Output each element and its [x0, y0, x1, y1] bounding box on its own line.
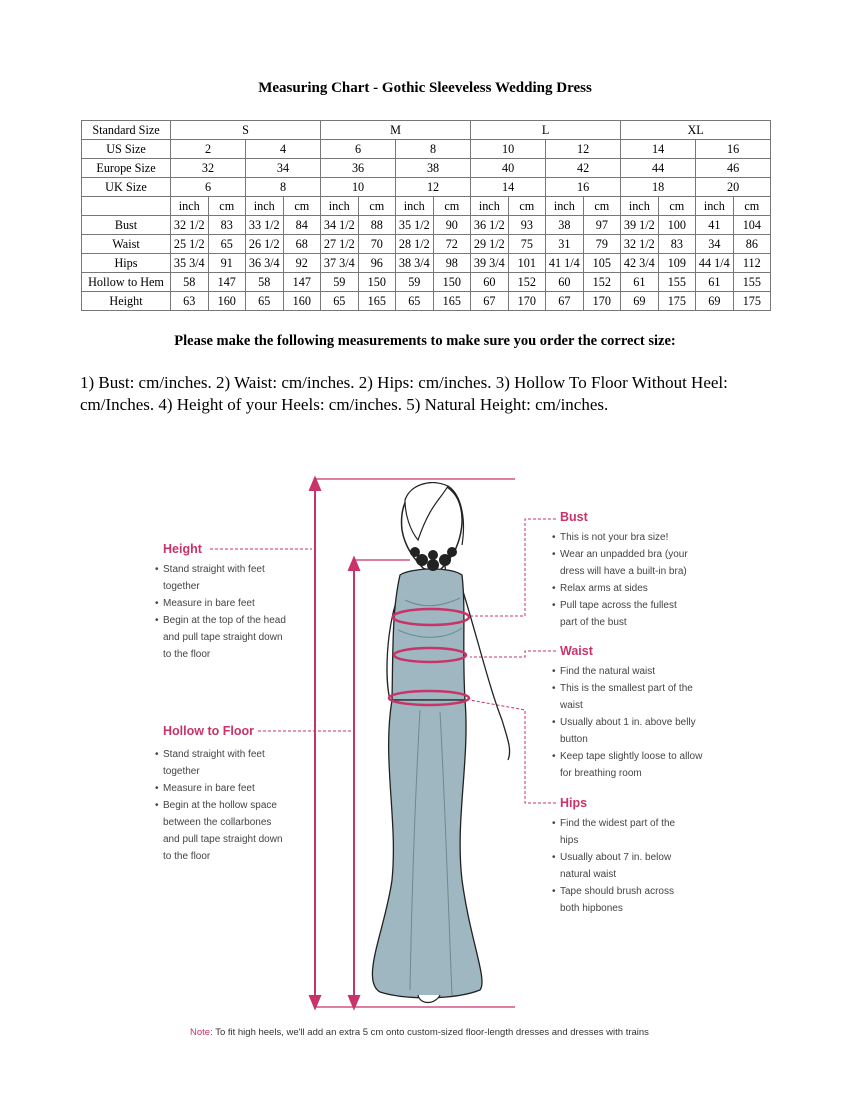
table-cell: 16 [546, 178, 621, 197]
table-cell: 44 1/4 [696, 254, 734, 273]
table-cell: 40 [471, 159, 546, 178]
table-cell: 98 [433, 254, 471, 273]
bullet-item: dress will have a built-in bra) [560, 566, 687, 577]
table-cell: 28 1/2 [396, 235, 434, 254]
table-cell: 33 1/2 [246, 216, 284, 235]
table-cell: 41 [696, 216, 734, 235]
table-cell: 175 [733, 292, 771, 311]
bullet-item: • This is the smallest part of the [552, 680, 702, 697]
table-cell: 59 [321, 273, 359, 292]
table-cell: 32 [171, 159, 246, 178]
table-cell: 65 [396, 292, 434, 311]
table-cell: 170 [508, 292, 546, 311]
table-cell: 160 [208, 292, 246, 311]
table-cell: 32 1/2 [621, 235, 659, 254]
table-cell: 65 [321, 292, 359, 311]
bullet-item: • This is not your bra size! [552, 529, 688, 546]
table-cell: 42 3/4 [621, 254, 659, 273]
table-cell: 69 [621, 292, 659, 311]
unit-inch: inch [321, 197, 359, 216]
table-cell: 32 1/2 [171, 216, 209, 235]
table-cell: 25 1/2 [171, 235, 209, 254]
hollow-guide-bullets [155, 746, 283, 865]
table-cell: 37 3/4 [321, 254, 359, 273]
bust-guide-title: Bust [560, 510, 588, 524]
table-cell: 38 [546, 216, 584, 235]
table-cell: 39 3/4 [471, 254, 509, 273]
table-cell: 65 [246, 292, 284, 311]
size-header: L [471, 121, 621, 140]
bullet-item: • Find the widest part of the [552, 815, 675, 832]
table-cell: 112 [733, 254, 771, 273]
table-cell: 65 [208, 235, 246, 254]
bullet-item: natural waist [560, 869, 617, 880]
table-cell: 34 1/2 [321, 216, 359, 235]
unit-inch: inch [546, 197, 584, 216]
table-cell: 36 1/2 [471, 216, 509, 235]
hips-guide-title: Hips [560, 796, 588, 810]
table-cell: 96 [358, 254, 396, 273]
standard-size-label: Standard Size [82, 121, 171, 140]
bullet-item: for breathing room [560, 768, 642, 779]
table-cell: 69 [696, 292, 734, 311]
table-cell: 147 [283, 273, 321, 292]
bullet-item: to the floor [163, 649, 211, 660]
table-cell: 10 [321, 178, 396, 197]
unit-cm: cm [433, 197, 471, 216]
table-cell: 38 3/4 [396, 254, 434, 273]
table-cell: 86 [733, 235, 771, 254]
size-header: M [321, 121, 471, 140]
unit-cm: cm [733, 197, 771, 216]
bullet-item: • Begin at the top of the head [155, 612, 286, 629]
row-label: Europe Size [82, 159, 171, 178]
table-cell: 18 [621, 178, 696, 197]
table-cell: 91 [208, 254, 246, 273]
table-cell: 67 [546, 292, 584, 311]
table-cell: 160 [283, 292, 321, 311]
note-label: Note: [190, 1027, 213, 1038]
table-cell: 38 [396, 159, 471, 178]
unit-cm: cm [283, 197, 321, 216]
bullet-item: • Stand straight with feet [155, 746, 283, 763]
table-cell: 61 [621, 273, 659, 292]
table-cell: 61 [696, 273, 734, 292]
table-cell: 150 [433, 273, 471, 292]
row-label: Height [82, 292, 171, 311]
table-cell: 67 [471, 292, 509, 311]
table-cell: 83 [658, 235, 696, 254]
table-cell: 34 [696, 235, 734, 254]
table-cell: 46 [696, 159, 771, 178]
note-text: To fit high heels, we'll add an extra 5 cm onto custom-sized floor-length dresses and dresses with trains [215, 1027, 649, 1038]
table-cell: 165 [358, 292, 396, 311]
table-cell: 16 [696, 140, 771, 159]
height-guide-bullets [155, 561, 286, 663]
bullet-item: both hipbones [560, 903, 623, 914]
table-cell: 39 1/2 [621, 216, 659, 235]
waist-guide-bullets [552, 663, 702, 782]
table-cell: 97 [583, 216, 621, 235]
bullet-item: between the collarbones [163, 817, 272, 828]
table-cell: 60 [471, 273, 509, 292]
table-cell: 60 [546, 273, 584, 292]
table-cell: 6 [171, 178, 246, 197]
table-cell: 75 [508, 235, 546, 254]
dress-figure [372, 483, 509, 1003]
bullet-item: • Usually about 7 in. below [552, 849, 675, 866]
table-cell: 104 [733, 216, 771, 235]
table-cell: 155 [658, 273, 696, 292]
table-cell: 92 [283, 254, 321, 273]
table-cell: 155 [733, 273, 771, 292]
unit-inch: inch [696, 197, 734, 216]
table-cell: 36 [321, 159, 396, 178]
row-label: Waist [82, 235, 171, 254]
unit-cm: cm [358, 197, 396, 216]
size-header: S [171, 121, 321, 140]
table-cell: 152 [508, 273, 546, 292]
bullet-item: • Pull tape across the fullest [552, 597, 688, 614]
bullet-item: • Relax arms at sides [552, 580, 688, 597]
unit-inch: inch [171, 197, 209, 216]
table-cell: 170 [583, 292, 621, 311]
table-cell: 70 [358, 235, 396, 254]
table-cell: 63 [171, 292, 209, 311]
hips-guide-bullets [552, 815, 675, 917]
table-cell: 175 [658, 292, 696, 311]
table-cell: 42 [546, 159, 621, 178]
table-cell: 8 [396, 140, 471, 159]
table-cell: 6 [321, 140, 396, 159]
bullet-item: • Stand straight with feet [155, 561, 286, 578]
bullet-item: to the floor [163, 851, 211, 862]
hollow-guide-title: Hollow to Floor [163, 724, 254, 738]
table-cell: 84 [283, 216, 321, 235]
bullet-item: button [560, 734, 588, 745]
row-label: Hollow to Hem [82, 273, 171, 292]
row-label: US Size [82, 140, 171, 159]
table-cell: 4 [246, 140, 321, 159]
table-cell: 58 [171, 273, 209, 292]
height-guide-title: Height [163, 542, 202, 556]
table-cell: 29 1/2 [471, 235, 509, 254]
table-cell: 72 [433, 235, 471, 254]
bullet-item: part of the bust [560, 617, 627, 628]
table-cell: 36 3/4 [246, 254, 284, 273]
bullet-item: • Tape should brush across [552, 883, 675, 900]
unit-cm: cm [208, 197, 246, 216]
table-cell: 10 [471, 140, 546, 159]
table-cell: 101 [508, 254, 546, 273]
bullet-item: and pull tape straight down [163, 632, 283, 643]
row-label: UK Size [82, 178, 171, 197]
bust-guide-bullets [552, 529, 688, 631]
waist-guide-title: Waist [560, 644, 593, 658]
bullet-item: waist [560, 700, 583, 711]
unit-inch: inch [471, 197, 509, 216]
table-cell: 83 [208, 216, 246, 235]
table-cell: 26 1/2 [246, 235, 284, 254]
table-cell: 100 [658, 216, 696, 235]
bullet-item: • Find the natural waist [552, 663, 702, 680]
row-label: Hips [82, 254, 171, 273]
table-cell: 2 [171, 140, 246, 159]
table-cell: 90 [433, 216, 471, 235]
unit-cm: cm [508, 197, 546, 216]
table-cell: 14 [471, 178, 546, 197]
bullet-item: and pull tape straight down [163, 834, 283, 845]
size-header: XL [621, 121, 771, 140]
table-cell: 79 [583, 235, 621, 254]
table-cell: 34 [246, 159, 321, 178]
table-cell: 27 1/2 [321, 235, 359, 254]
table-cell: 35 1/2 [396, 216, 434, 235]
table-cell: 68 [283, 235, 321, 254]
bullet-item: together [163, 766, 200, 777]
table-cell: 14 [621, 140, 696, 159]
instruction-text: Please make the following measurements to make sure you order the correct size: [174, 333, 676, 349]
table-cell: 41 1/4 [546, 254, 584, 273]
table-cell: 93 [508, 216, 546, 235]
bullet-item: • Wear an unpadded bra (your [552, 546, 688, 563]
table-cell: 31 [546, 235, 584, 254]
table-cell: 59 [396, 273, 434, 292]
page-title: Measuring Chart - Gothic Sleeveless Wedding Dress [258, 80, 592, 96]
table-cell: 58 [246, 273, 284, 292]
table-cell: 44 [621, 159, 696, 178]
bullet-item: • Measure in bare feet [155, 595, 286, 612]
unit-inch: inch [621, 197, 659, 216]
unit-inch: inch [246, 197, 284, 216]
unit-cm: cm [658, 197, 696, 216]
bullet-item: • Keep tape slightly loose to allow [552, 748, 702, 765]
table-cell: 165 [433, 292, 471, 311]
table-cell: 8 [246, 178, 321, 197]
bullet-item: • Measure in bare feet [155, 780, 283, 797]
unit-cm: cm [583, 197, 621, 216]
table-cell: 109 [658, 254, 696, 273]
bullet-item: • Begin at the hollow space [155, 797, 283, 814]
bullet-item: together [163, 581, 200, 592]
table-cell: 147 [208, 273, 246, 292]
table-cell: 150 [358, 273, 396, 292]
table-cell: 105 [583, 254, 621, 273]
row-label: Bust [82, 216, 171, 235]
table-cell: 35 3/4 [171, 254, 209, 273]
bullet-item: • Usually about 1 in. above belly [552, 714, 702, 731]
table-cell: 12 [396, 178, 471, 197]
unit-inch: inch [396, 197, 434, 216]
measurement-list: 1) Bust: cm/inches. 2) Waist: cm/inches. 2) Hips: cm/inches. 3) Hollow To Floor Without Heel: cm/Inches. 4) Height of your Heels: cm/inches. 5) Natural Height: cm/inches. [80, 373, 728, 414]
table-cell: 152 [583, 273, 621, 292]
table-cell: 20 [696, 178, 771, 197]
table-cell: 88 [358, 216, 396, 235]
bullet-item: hips [560, 835, 579, 846]
table-cell: 12 [546, 140, 621, 159]
heel-note [190, 1027, 649, 1038]
